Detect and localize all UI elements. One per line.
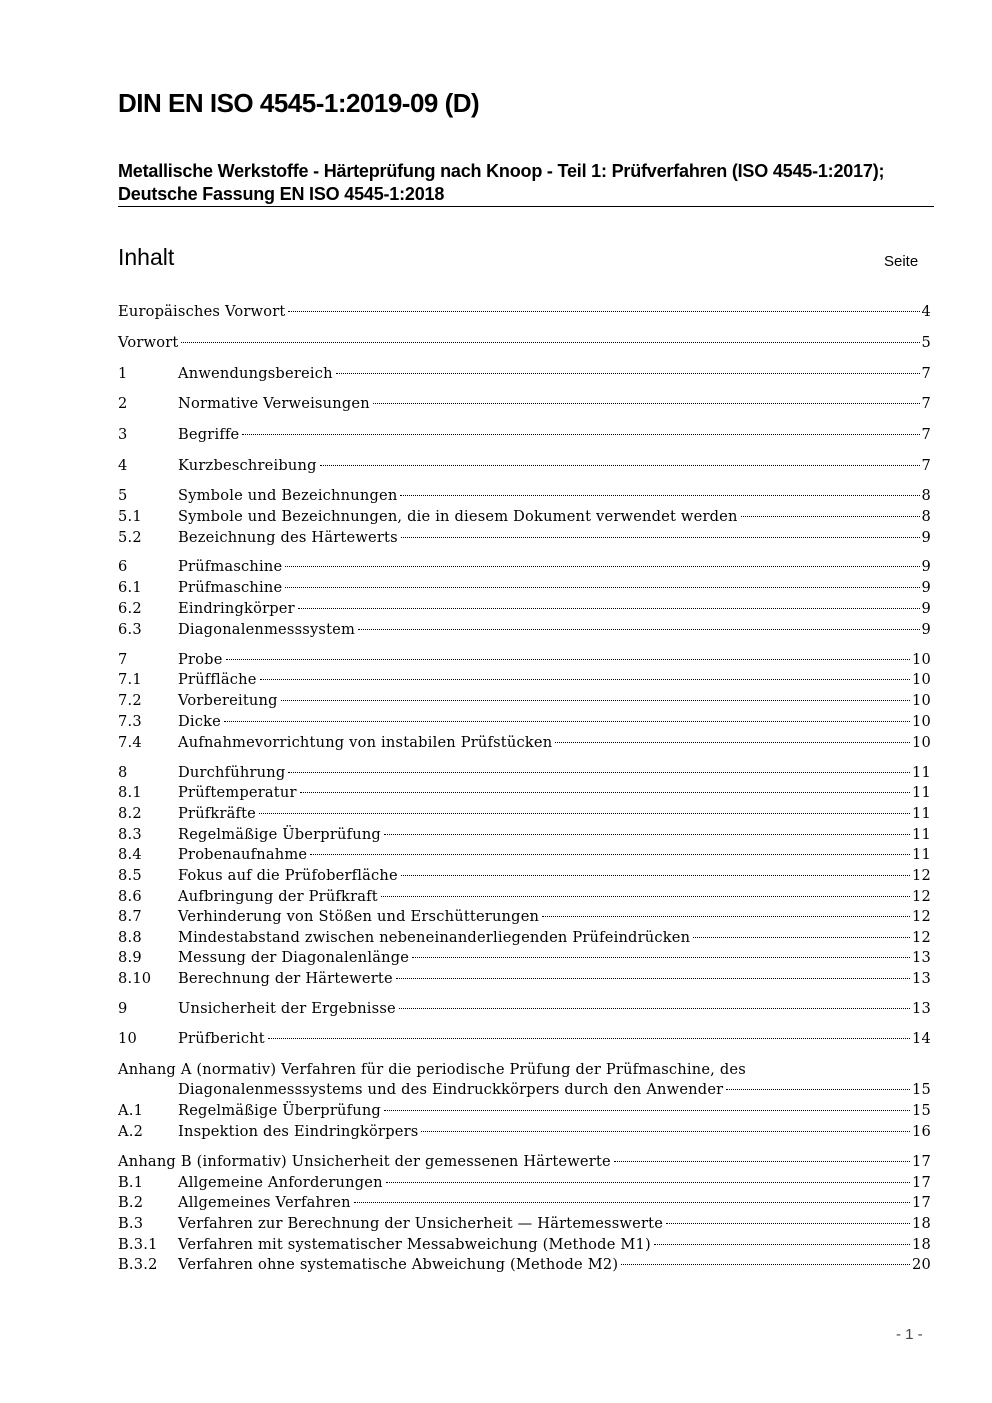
toc-entry-page: 5 <box>921 334 931 351</box>
toc-entry[interactable] <box>118 507 931 527</box>
toc-entry-number: 6.2 <box>118 600 142 617</box>
toc-entry-page: 10 <box>912 671 931 688</box>
toc-entry[interactable] <box>118 907 931 927</box>
toc-entry-title: Verhinderung von Stößen und Erschütterungen <box>178 908 540 925</box>
toc-dot-leader <box>542 916 910 917</box>
toc-entry[interactable] <box>118 394 931 414</box>
toc-entry[interactable] <box>118 302 931 322</box>
toc-entry-title: Prüffläche <box>178 671 257 688</box>
toc-entry[interactable] <box>118 599 931 619</box>
toc-entry[interactable] <box>118 691 931 711</box>
toc-entry[interactable] <box>118 1193 931 1213</box>
toc-entry-number: 8.1 <box>118 784 142 801</box>
toc-entry[interactable] <box>118 1080 931 1100</box>
toc-dot-leader <box>654 1244 910 1245</box>
toc-entry[interactable] <box>118 887 931 907</box>
toc-entry-number: 7.4 <box>118 734 142 751</box>
toc-entry-page: 7 <box>921 395 931 412</box>
toc-entry-page: 11 <box>912 846 931 863</box>
toc-entry-title: Messung der Diagonalenlänge <box>178 949 410 966</box>
toc-entry[interactable] <box>118 456 931 476</box>
toc-entry-number: 6.1 <box>118 579 142 596</box>
toc-entry[interactable] <box>118 1060 931 1080</box>
toc-entry-number: 8.2 <box>118 805 142 822</box>
toc-entry-number: 7.1 <box>118 671 142 688</box>
toc-entry-title: Inspektion des Eindringkörpers <box>178 1123 419 1140</box>
toc-entry-page: 17 <box>912 1153 931 1170</box>
toc-dot-leader <box>358 629 919 630</box>
toc-entry-number: 8.3 <box>118 826 142 843</box>
toc-entry-page: 8 <box>921 487 931 504</box>
toc-dot-leader <box>354 1202 910 1203</box>
toc-dot-leader <box>401 875 910 876</box>
toc-entry-page: 13 <box>912 970 931 987</box>
toc-entry[interactable] <box>118 1255 931 1275</box>
toc-dot-leader <box>268 1038 910 1039</box>
toc-entry[interactable] <box>118 1173 931 1193</box>
toc-entry[interactable] <box>118 825 931 845</box>
toc-entry-number: 1 <box>118 365 128 382</box>
toc-entry[interactable] <box>118 364 931 384</box>
toc-dot-leader <box>621 1264 910 1265</box>
toc-entry-title: Vorwort <box>118 334 179 351</box>
toc-entry-page: 12 <box>912 908 931 925</box>
toc-entry-title: Prüfkräfte <box>178 805 257 822</box>
toc-entry-number: 5 <box>118 487 128 504</box>
toc-entry-page: 7 <box>921 457 931 474</box>
toc-entry[interactable] <box>118 866 931 886</box>
toc-entry-title: Fokus auf die Prüfoberfläche <box>178 867 398 884</box>
toc-entry[interactable] <box>118 1214 931 1234</box>
toc-dot-leader <box>320 465 920 466</box>
toc-entry-page: 8 <box>921 508 931 525</box>
toc-entry[interactable] <box>118 1235 931 1255</box>
toc-entry-title: Europäisches Vorwort <box>118 303 286 320</box>
document-subtitle: Metallische Werkstoffe - Härteprüfung nach Knoop - Teil 1: Prüfverfahren (ISO 4545-1:2017); Deutsche Fassung EN ISO 4545-1:2018 <box>118 161 885 204</box>
toc-page-column-label: Seite <box>884 253 919 270</box>
toc-entry-page: 15 <box>912 1102 931 1119</box>
toc-dot-leader <box>310 854 910 855</box>
toc-entry-page: 12 <box>912 929 931 946</box>
title-divider <box>118 206 934 207</box>
toc-entry[interactable] <box>118 783 931 803</box>
toc-entry[interactable] <box>118 486 931 506</box>
toc-entry-page: 17 <box>912 1174 931 1191</box>
toc-entry-number: A.2 <box>118 1123 144 1140</box>
toc-dot-leader <box>400 495 919 496</box>
toc-entry-page: 13 <box>912 949 931 966</box>
toc-entry-title: Probenaufnahme <box>178 846 308 863</box>
toc-entry-number: 8.7 <box>118 908 142 925</box>
toc-dot-leader <box>401 537 920 538</box>
toc-entry[interactable] <box>118 1029 931 1049</box>
toc-entry-title: Bezeichnung des Härtewerts <box>178 529 398 546</box>
toc-dot-leader <box>396 978 910 979</box>
toc-entry-title: Berechnung der Härtewerte <box>178 970 393 987</box>
toc-entry[interactable] <box>118 969 931 989</box>
toc-dot-leader <box>399 1008 910 1009</box>
toc-dot-leader <box>412 957 910 958</box>
toc-dot-leader <box>288 311 919 312</box>
toc-dot-leader <box>421 1131 910 1132</box>
toc-entry-title: Prüfmaschine <box>178 558 283 575</box>
toc-entry-page: 11 <box>912 764 931 781</box>
toc-entry[interactable] <box>118 733 931 753</box>
toc-entry-page: 9 <box>921 600 931 617</box>
toc-entry-title: Regelmäßige Überprüfung <box>178 826 381 843</box>
toc-entry[interactable] <box>118 425 931 445</box>
toc-entry-title: Allgemeine Anforderungen <box>178 1174 383 1191</box>
toc-entry-page: 10 <box>912 651 931 668</box>
toc-entry[interactable] <box>118 948 931 968</box>
toc-entry-number: 8 <box>118 764 128 781</box>
toc-entry-title: Prüftemperatur <box>178 784 297 801</box>
toc-dot-leader <box>285 587 919 588</box>
toc-entry-title: Diagonalenmesssystems und des Eindruckkörpers durch den Anwender <box>178 1081 724 1098</box>
toc-dot-leader <box>741 516 920 517</box>
toc-entry-page: 17 <box>912 1194 931 1211</box>
toc-entry[interactable] <box>118 1152 931 1172</box>
toc-dot-leader <box>693 937 910 938</box>
toc-entry[interactable] <box>118 804 931 824</box>
toc-dot-leader <box>224 721 910 722</box>
toc-entry-page: 12 <box>912 867 931 884</box>
toc-entry-page: 12 <box>912 888 931 905</box>
toc-entry[interactable] <box>118 1101 931 1121</box>
document-title: DIN EN ISO 4545-1:2019-09 (D) <box>118 88 480 118</box>
toc-entry-title: Normative Verweisungen <box>178 395 370 412</box>
toc-entry-page: 13 <box>912 1000 931 1017</box>
toc-entry[interactable] <box>118 557 931 577</box>
toc-entry-number: 5.2 <box>118 529 142 546</box>
toc-entry-title: Anhang B (informativ) Unsicherheit der gemessenen Härtewerte <box>118 1153 611 1170</box>
toc-heading: Inhalt <box>118 244 175 270</box>
toc-dot-leader <box>384 834 910 835</box>
toc-dot-leader <box>288 772 910 773</box>
toc-entry-title: Anwendungsbereich <box>178 365 333 382</box>
toc-entry-title: Dicke <box>178 713 222 730</box>
toc-entry-title: Aufnahmevorrichtung von instabilen Prüfstücken <box>178 734 553 751</box>
toc-dot-leader <box>300 792 910 793</box>
toc-entry-page: 18 <box>912 1236 931 1253</box>
toc-dot-leader <box>285 566 919 567</box>
toc-dot-leader <box>336 373 920 374</box>
toc-entry-number: 8.4 <box>118 846 142 863</box>
toc-entry-title: Allgemeines Verfahren <box>178 1194 351 1211</box>
toc-entry-page: 10 <box>912 692 931 709</box>
toc-entry-title: Probe <box>178 651 223 668</box>
toc-entry-title: Symbole und Bezeichnungen, die in diesem Dokument verwendet werden <box>178 508 738 525</box>
toc-entry-page: 9 <box>921 529 931 546</box>
toc-dot-leader <box>226 659 910 660</box>
toc-dot-leader <box>614 1161 910 1162</box>
toc-entry[interactable] <box>118 670 931 690</box>
toc-entry-page: 9 <box>921 558 931 575</box>
toc-entry-title: Verfahren ohne systematische Abweichung (Methode M2) <box>178 1256 619 1273</box>
toc-entry-title: Prüfmaschine <box>178 579 283 596</box>
toc-entry[interactable] <box>118 1122 931 1142</box>
toc-entry-page: 9 <box>921 579 931 596</box>
toc-dot-leader <box>281 700 910 701</box>
toc-entry-title: Eindringkörper <box>178 600 295 617</box>
toc-entry[interactable] <box>118 620 931 640</box>
toc-dot-leader <box>386 1182 910 1183</box>
toc-dot-leader <box>181 342 919 343</box>
toc-entry-title: Begriffe <box>178 426 240 443</box>
toc-entry[interactable] <box>118 712 931 732</box>
toc-entry[interactable] <box>118 845 931 865</box>
toc-entry-page: 4 <box>921 303 931 320</box>
toc-entry-page: 20 <box>912 1256 931 1273</box>
toc-entry-page: 7 <box>921 426 931 443</box>
toc-entry-page: 14 <box>912 1030 931 1047</box>
toc-entry[interactable] <box>118 763 931 783</box>
toc-entry-number: 8.6 <box>118 888 142 905</box>
toc-dot-leader <box>381 896 910 897</box>
toc-dot-leader <box>373 403 920 404</box>
toc-entry-number: 6 <box>118 558 128 575</box>
toc-entry-page: 18 <box>912 1215 931 1232</box>
toc-entry-number: 7.2 <box>118 692 142 709</box>
toc-dot-leader <box>259 813 910 814</box>
toc-entry[interactable] <box>118 528 931 548</box>
toc-entry-number: 6.3 <box>118 621 142 638</box>
toc-entry-title: Durchführung <box>178 764 286 781</box>
toc-entry-number: B.3.2 <box>118 1256 158 1273</box>
toc-entry-title: Diagonalenmesssystem <box>178 621 356 638</box>
toc-dot-leader <box>260 679 910 680</box>
toc-entry-number: 4 <box>118 457 128 474</box>
toc-entry-title: Prüfbericht <box>178 1030 265 1047</box>
toc-entry-number: 7.3 <box>118 713 142 730</box>
toc-entry-number: 9 <box>118 1000 128 1017</box>
toc-entry-number: A.1 <box>118 1102 144 1119</box>
toc-entry-number: 10 <box>118 1030 137 1047</box>
toc-entry-number: 8.8 <box>118 929 142 946</box>
toc-entry-title: Aufbringung der Prüfkraft <box>178 888 378 905</box>
toc-entry-title: Anhang A (normativ) Verfahren für die periodische Prüfung der Prüfmaschine, des <box>118 1061 746 1078</box>
toc-entry-number: 5.1 <box>118 508 142 525</box>
toc-entry-title: Vorbereitung <box>178 692 278 709</box>
toc-entry-number: 3 <box>118 426 128 443</box>
toc-dot-leader <box>555 742 910 743</box>
toc-entry-number: B.2 <box>118 1194 144 1211</box>
toc-entry-title: Mindestabstand zwischen nebeneinanderliegenden Prüfeindrücken <box>178 929 691 946</box>
toc-entry-number: 2 <box>118 395 128 412</box>
toc-entry-page: 10 <box>912 713 931 730</box>
toc-entry-number: 8.10 <box>118 970 152 987</box>
toc-dot-leader <box>242 434 919 435</box>
toc-entry-page: 7 <box>921 365 931 382</box>
toc-entry-page: 10 <box>912 734 931 751</box>
toc-entry-title: Symbole und Bezeichnungen <box>178 487 398 504</box>
toc-entry-page: 11 <box>912 805 931 822</box>
toc-entry-title: Verfahren mit systematischer Messabweichung (Methode M1) <box>178 1236 651 1253</box>
toc-entry-number: 8.5 <box>118 867 142 884</box>
toc-dot-leader <box>726 1089 910 1090</box>
toc-dot-leader <box>384 1110 910 1111</box>
toc-entry-title: Regelmäßige Überprüfung <box>178 1102 381 1119</box>
toc-entry-number: B.3.1 <box>118 1236 158 1253</box>
toc-dot-leader <box>666 1223 910 1224</box>
toc-entry-page: 15 <box>912 1081 931 1098</box>
toc-entry-number: B.1 <box>118 1174 144 1191</box>
toc-entry-number: 7 <box>118 651 128 668</box>
toc-entry-number: 8.9 <box>118 949 142 966</box>
toc-entry-page: 11 <box>912 826 931 843</box>
toc-entry-title: Kurzbeschreibung <box>178 457 317 474</box>
toc-entry[interactable] <box>118 578 931 598</box>
toc-entry[interactable] <box>118 650 931 670</box>
toc-entry[interactable] <box>118 928 931 948</box>
toc-entry-title: Verfahren zur Berechnung der Unsicherheit — Härtemesswerte <box>178 1215 664 1232</box>
page-number: - 1 - <box>896 1326 923 1343</box>
toc-entry-title: Unsicherheit der Ergebnisse <box>178 1000 396 1017</box>
toc-entry-number: B.3 <box>118 1215 144 1232</box>
toc-entry-page: 9 <box>921 621 931 638</box>
toc-entry[interactable] <box>118 999 931 1019</box>
toc-entry-page: 16 <box>912 1123 931 1140</box>
toc-entry[interactable] <box>118 333 931 353</box>
toc-dot-leader <box>298 608 920 609</box>
toc-entry-page: 11 <box>912 784 931 801</box>
